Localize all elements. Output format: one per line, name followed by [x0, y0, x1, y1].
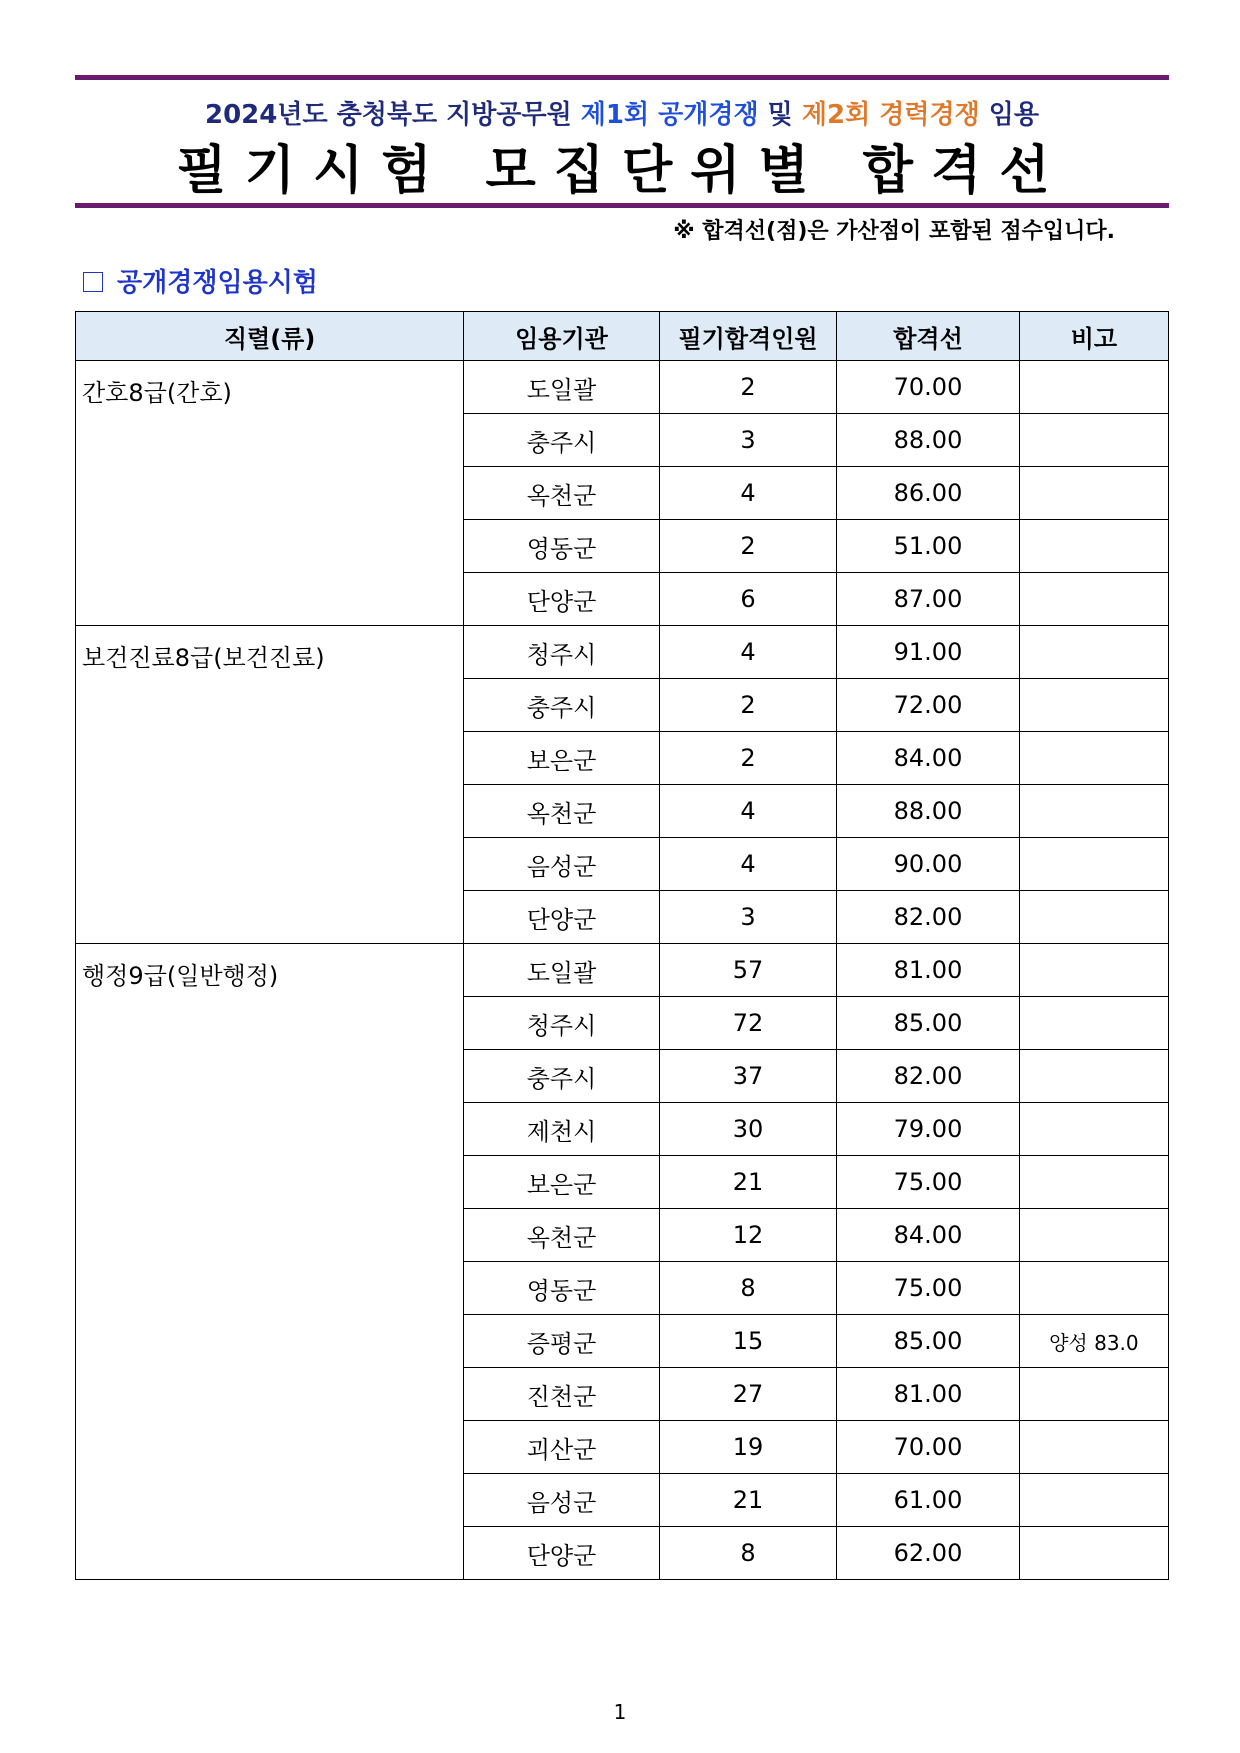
agency-cell: 충주시 [464, 414, 660, 467]
remark-cell [1019, 838, 1168, 891]
agency-cell: 진천군 [464, 1368, 660, 1421]
count-cell: 4 [659, 467, 836, 520]
count-cell: 19 [659, 1421, 836, 1474]
subtitle-part1: 2024년도 충청북도 지방공무원 [204, 100, 581, 130]
table-row [76, 626, 1169, 679]
cutoff-note: ※ 합격선(점)은 가산점이 포함된 점수입니다. [673, 219, 1115, 244]
agency-cell: 옥천군 [464, 785, 660, 838]
series-cell: 보건진료8급(보건진료) [76, 626, 464, 944]
remark-cell [1019, 520, 1168, 573]
remark-cell [1019, 997, 1168, 1050]
header-cutoff: 합격선 [837, 312, 1020, 361]
cutoff-cell: 75.00 [837, 1156, 1020, 1209]
subtitle-part2: 제1회 공개경쟁 [580, 100, 759, 130]
agency-cell: 보은군 [464, 1156, 660, 1209]
count-cell: 72 [659, 997, 836, 1050]
remark-cell [1019, 1156, 1168, 1209]
count-cell: 12 [659, 1209, 836, 1262]
remark-cell [1019, 467, 1168, 520]
count-cell: 57 [659, 944, 836, 997]
page-title: 필기시험 모집단위별 합격선 [176, 141, 1068, 201]
page-number: 1 [613, 1700, 627, 1724]
table-row [76, 944, 1169, 997]
remark-cell [1019, 1527, 1168, 1580]
cutoff-cell: 82.00 [837, 891, 1020, 944]
cutoff-cell: 81.00 [837, 944, 1020, 997]
cutoff-cell: 81.00 [837, 1368, 1020, 1421]
count-cell: 30 [659, 1103, 836, 1156]
section-heading [83, 262, 318, 299]
remark-cell [1019, 1050, 1168, 1103]
agency-cell: 옥천군 [464, 1209, 660, 1262]
cutoff-cell: 86.00 [837, 467, 1020, 520]
remark-cell [1019, 1474, 1168, 1527]
top-rule [75, 75, 1169, 80]
count-cell: 3 [659, 891, 836, 944]
cutoff-cell: 88.00 [837, 414, 1020, 467]
table-body [76, 361, 1169, 1580]
cutoff-cell: 85.00 [837, 1315, 1020, 1368]
header-count: 필기합격인원 [659, 312, 836, 361]
remark-cell [1019, 679, 1168, 732]
header-series: 직렬(류) [76, 312, 464, 361]
agency-cell: 음성군 [464, 1474, 660, 1527]
count-cell: 6 [659, 573, 836, 626]
cutoff-cell: 85.00 [837, 997, 1020, 1050]
table-header-row [76, 312, 1169, 361]
cutoff-cell: 61.00 [837, 1474, 1020, 1527]
cutoff-cell: 90.00 [837, 838, 1020, 891]
cutoff-cell: 84.00 [837, 1209, 1020, 1262]
subtitle-part3: 및 [758, 100, 802, 130]
count-cell: 8 [659, 1262, 836, 1315]
count-cell: 2 [659, 679, 836, 732]
agency-cell: 제천시 [464, 1103, 660, 1156]
cutoff-cell: 72.00 [837, 679, 1020, 732]
cutoff-cell: 87.00 [837, 573, 1020, 626]
count-cell: 15 [659, 1315, 836, 1368]
cutoff-table [75, 311, 1169, 1580]
count-cell: 37 [659, 1050, 836, 1103]
remark-cell [1019, 626, 1168, 679]
cutoff-cell: 88.00 [837, 785, 1020, 838]
agency-cell: 보은군 [464, 732, 660, 785]
count-cell: 4 [659, 626, 836, 679]
agency-cell: 증평군 [464, 1315, 660, 1368]
remark-cell [1019, 1103, 1168, 1156]
remark-cell [1019, 1421, 1168, 1474]
remark-cell [1019, 573, 1168, 626]
cutoff-cell: 62.00 [837, 1527, 1020, 1580]
agency-cell: 옥천군 [464, 467, 660, 520]
remark-cell [1019, 1209, 1168, 1262]
count-cell: 2 [659, 520, 836, 573]
remark-cell [1019, 361, 1168, 414]
cutoff-cell: 91.00 [837, 626, 1020, 679]
count-cell: 4 [659, 785, 836, 838]
agency-cell: 도일괄 [464, 361, 660, 414]
remark-cell [1019, 785, 1168, 838]
count-cell: 3 [659, 414, 836, 467]
cutoff-cell: 82.00 [837, 1050, 1020, 1103]
count-cell: 4 [659, 838, 836, 891]
count-cell: 8 [659, 1527, 836, 1580]
count-cell: 21 [659, 1474, 836, 1527]
agency-cell: 충주시 [464, 1050, 660, 1103]
series-cell: 행정9급(일반행정) [76, 944, 464, 1580]
agency-cell: 단양군 [464, 1527, 660, 1580]
agency-cell: 단양군 [464, 891, 660, 944]
remark-cell [1019, 944, 1168, 997]
cutoff-cell: 70.00 [837, 361, 1020, 414]
count-cell: 2 [659, 361, 836, 414]
subtitle-part5: 임용 [979, 100, 1039, 130]
count-cell: 2 [659, 732, 836, 785]
cutoff-cell: 79.00 [837, 1103, 1020, 1156]
count-cell: 27 [659, 1368, 836, 1421]
subtitle-part4: 제2회 경력경쟁 [801, 100, 980, 130]
cutoff-cell: 75.00 [837, 1262, 1020, 1315]
checkbox-square-icon [83, 272, 103, 292]
agency-cell: 단양군 [464, 573, 660, 626]
agency-cell: 영동군 [464, 520, 660, 573]
remark-cell [1019, 1262, 1168, 1315]
cutoff-cell: 51.00 [837, 520, 1020, 573]
page-subtitle [75, 94, 1169, 131]
cutoff-cell: 84.00 [837, 732, 1020, 785]
table-row [76, 361, 1169, 414]
remark-cell [1019, 891, 1168, 944]
agency-cell: 음성군 [464, 838, 660, 891]
count-cell: 21 [659, 1156, 836, 1209]
bottom-rule [75, 203, 1169, 208]
agency-cell: 충주시 [464, 679, 660, 732]
agency-cell: 도일괄 [464, 944, 660, 997]
remark-cell [1019, 1368, 1168, 1421]
agency-cell: 괴산군 [464, 1421, 660, 1474]
section-label: 공개경쟁임용시험 [117, 268, 318, 298]
header-remark: 비고 [1019, 312, 1168, 361]
cutoff-cell: 70.00 [837, 1421, 1020, 1474]
agency-cell: 영동군 [464, 1262, 660, 1315]
agency-cell: 청주시 [464, 626, 660, 679]
remark-cell [1019, 732, 1168, 785]
agency-cell: 청주시 [464, 997, 660, 1050]
header-agency: 임용기관 [464, 312, 660, 361]
remark-cell [1019, 414, 1168, 467]
series-cell: 간호8급(간호) [76, 361, 464, 626]
remark-cell: 양성 83.0 [1019, 1315, 1168, 1368]
